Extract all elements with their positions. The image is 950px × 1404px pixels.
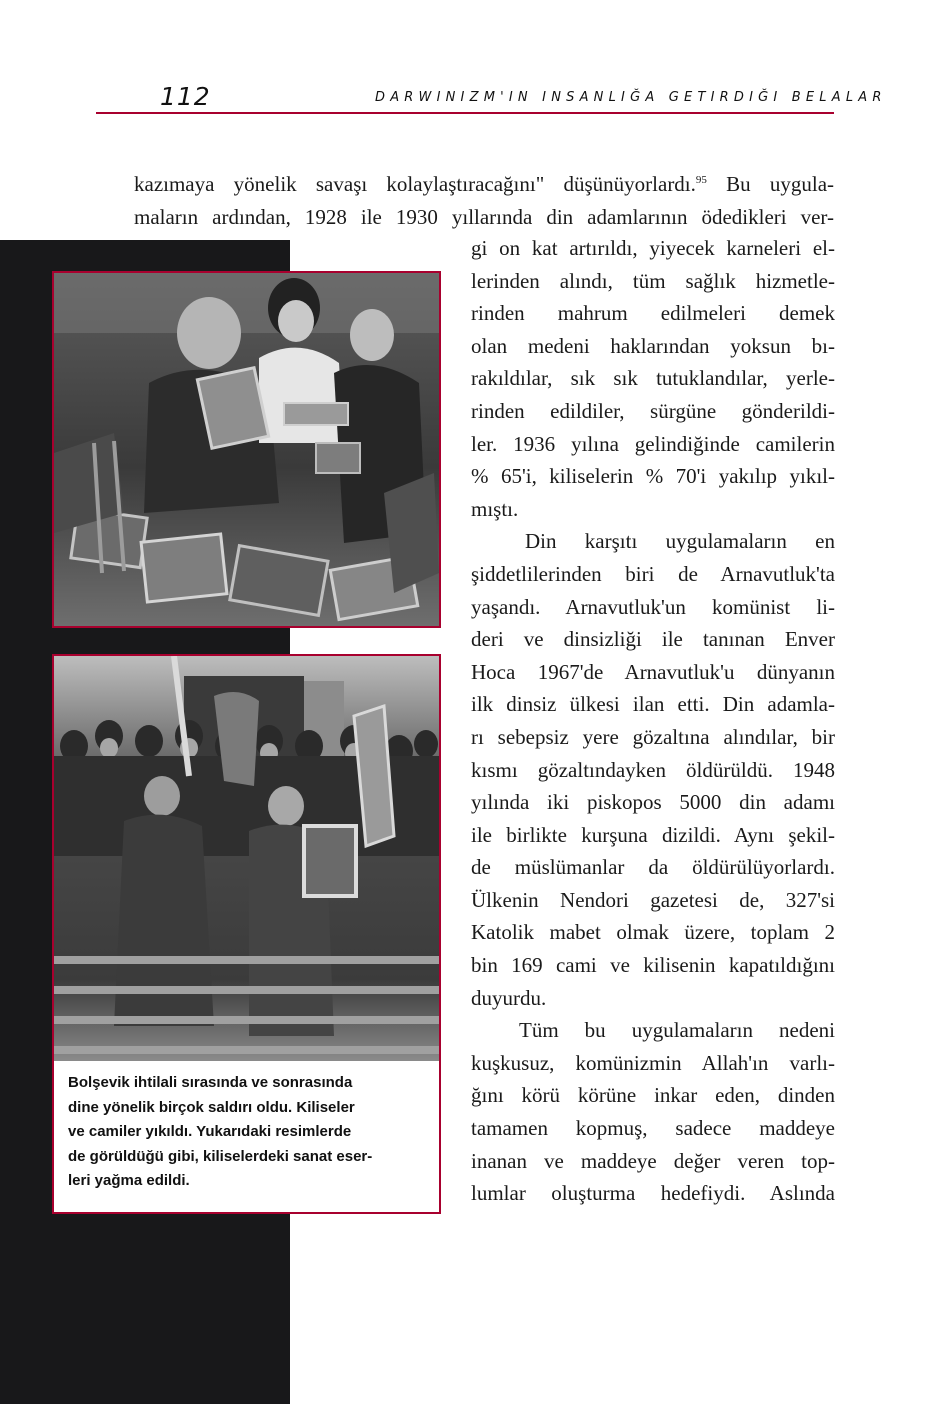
header-rule xyxy=(96,112,834,114)
text-line xyxy=(134,168,834,201)
text-line: bin 169 cami ve kilisenin kapatıldığını xyxy=(471,953,835,978)
figure-caption xyxy=(68,1071,428,1194)
text-line: tamamen kopmuş, sadece maddeye xyxy=(471,1116,835,1141)
caption-line: ve camiler yıkıldı. Yukarıdaki resimlerde xyxy=(68,1123,352,1140)
photo-frame-soldiers xyxy=(52,654,441,1214)
photo-people-with-icons xyxy=(54,273,439,626)
text-segment: Bu uygula- xyxy=(706,172,835,196)
running-title: DARWINIZM'IN INSANLIĞA GETIRDIĞI BELALAR xyxy=(375,90,887,105)
text-line: Ülkenin Nendori gazetesi de, 327'si xyxy=(471,887,835,912)
text-line: % 65'i, kiliselerin % 70'i yakılıp yıkıl- xyxy=(471,464,835,489)
text-line: yaşandı. Arnavutluk'un komünist li- xyxy=(471,594,835,619)
text-line: ilk dinsiz ülkesi ilan etti. Din adamla- xyxy=(471,692,835,717)
text-line: rı sebepsiz yere gözaltına alındılar, bir xyxy=(471,724,835,749)
text-line: rakıldılar, sık sık tutuklandılar, yerle- xyxy=(471,366,835,391)
caption-line: Bolşevik ihtilali sırasında ve sonrasında xyxy=(68,1074,353,1091)
text-line: yılında iki piskopos 5000 din adamı xyxy=(471,790,835,815)
caption-line: de görüldüğü gibi, kiliselerdeki sanat eser- xyxy=(68,1147,373,1165)
photo-frame-icons xyxy=(52,271,441,628)
text-line: gi on kat artırıldı, yiyecek karneleri el- xyxy=(471,236,835,260)
paragraph-start-line: Din karşıtı uygulamaların en xyxy=(525,529,835,554)
text-line: inanan ve maddeye değer veren top- xyxy=(471,1148,835,1173)
text-segment: kazımaya yönelik savaşı kolaylaştıracağını" düşünüyorlardı. xyxy=(134,172,696,196)
text-line: mıştı. xyxy=(471,496,519,521)
text-line: deri ve dinsizliği ile tanınan Enver xyxy=(471,627,835,652)
text-line: ğını körü körüne inkar eden, dinden xyxy=(471,1083,835,1108)
text-line: lerinden alındı, tüm sağlık hizmetle- xyxy=(471,268,835,293)
photo-soldiers-looting-church xyxy=(54,656,439,1061)
text-line: ler. 1936 yılına gelindiğinde camilerin xyxy=(471,431,835,456)
text-line: lumlar oluşturma hedefiydi. Aslında xyxy=(471,1181,835,1206)
text-line: kuşkusuz, komünizmin Allah'ın varlı- xyxy=(471,1050,835,1075)
text-line: de müslümanlar da öldürülüyorlardı. xyxy=(471,855,835,880)
paragraph-start-line: Tüm bu uygulamaların nedeni xyxy=(519,1018,835,1043)
text-line: kısmı gözaltındayken öldürüldü. 1948 xyxy=(471,757,835,782)
caption-line: leri yağma edildi. xyxy=(68,1172,190,1189)
text-line: Hoca 1967'de Arnavutluk'u dünyanın xyxy=(471,659,835,684)
text-line: şiddetlilerinden biri de Arnavutluk'ta xyxy=(471,561,835,586)
page-number: 112 xyxy=(160,82,211,111)
text-line: rinden edildiler, sürgüne gönderildi- xyxy=(471,398,835,423)
footnote-marker: 95 xyxy=(695,174,707,186)
text-line: olan medeni haklarından yoksun bı- xyxy=(471,333,835,358)
text-line: duyurdu. xyxy=(471,985,547,1010)
body-text-column xyxy=(471,232,835,1210)
text-line: ile birlikte kurşuna dizildi. Aynı şekil- xyxy=(471,822,835,847)
caption-line: dine yönelik birçok saldırı oldu. Kiliseler xyxy=(68,1098,355,1116)
text-line: rinden mahrum edilmeleri demek xyxy=(471,301,835,326)
text-line: Katolik mabet olmak üzere, toplam 2 xyxy=(471,920,835,945)
body-text-top xyxy=(134,168,834,233)
text-line: maların ardından, 1928 ile 1930 yıllarında din adamlarının ödedikleri ver- xyxy=(134,204,834,229)
